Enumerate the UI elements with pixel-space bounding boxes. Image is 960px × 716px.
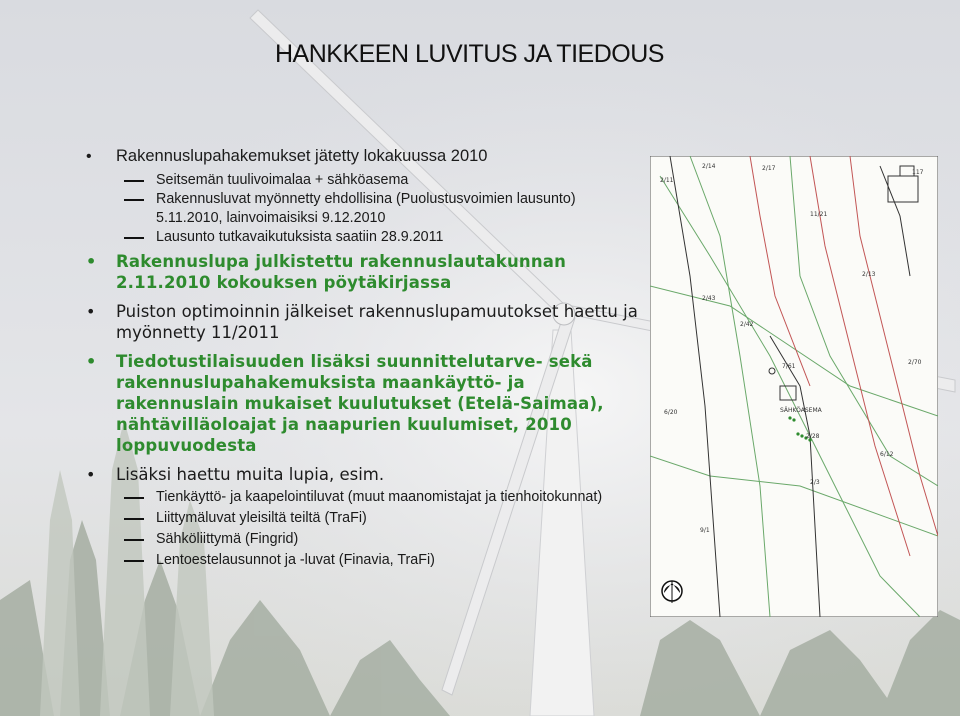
map-label: 11/21 — [810, 211, 828, 218]
bullet-item: • Puiston optimoinnin jälkeiset rakennuslupamuutokset haettu ja myönnetty 11/2011 — [86, 302, 638, 342]
sub-bullet-item: Rakennusluvat myönnetty ehdollisina (Puolustusvoimien lausunto) 5.11.2010, lainvoimaisiksi 9.12.2010 — [86, 190, 646, 228]
map-label: 9/1 — [700, 527, 710, 534]
map-label: 117 — [912, 169, 924, 176]
bullet-item: • Rakennuslupahakemukset jätetty lokakuussa 2010 — [86, 147, 488, 165]
sub-bullet-item: Seitsemän tuulivoimalaa + sähköasema — [86, 171, 646, 190]
sub-bullet-item: Sähköliittymä (Fingrid) — [86, 530, 646, 549]
map-label: 2/28 — [806, 433, 820, 440]
slide-title: HANKKEEN LUVITUS JA TIEDOUS — [275, 40, 664, 68]
bullet-icon: • — [86, 465, 96, 484]
map-label: 6/12 — [880, 451, 894, 458]
sub-bullet-item: Liittymäluvat yleisiltä teiltä (TraFi) — [86, 509, 646, 528]
sub-bullet-item: Tienkäyttö- ja kaapelointiluvat (muut maanomistajat ja tienhoitokunnat) — [86, 488, 646, 507]
sub-bullet-item: Lausunto tutkavaikutuksista saatiin 28.9.2011 — [86, 228, 646, 247]
dash-icon — [124, 560, 144, 562]
dash-icon — [124, 237, 144, 239]
dash-icon — [124, 497, 144, 499]
map-label: 2/43 — [702, 295, 716, 302]
map-label: 2/3 — [810, 479, 820, 486]
map-label: SÄHKÖASEMA — [780, 407, 822, 414]
bullet-icon: • — [86, 148, 92, 165]
bullet-item: • Rakennuslupa julkistettu rakennuslautakunnan 2.11.2010 kokouksen pöytäkirjassa — [86, 252, 567, 292]
dash-icon — [124, 180, 144, 182]
map-label: 2/70 — [908, 359, 922, 366]
map-label: 2/17 — [762, 165, 776, 172]
site-map — [650, 156, 938, 617]
dash-icon — [124, 539, 144, 541]
bullet-list — [86, 146, 646, 570]
bullet-icon: • — [86, 302, 96, 321]
dash-icon — [124, 518, 144, 520]
map-label: 2/11 — [660, 177, 674, 184]
map-label: 6/20 — [664, 409, 678, 416]
map-label: 2/42 — [740, 321, 754, 328]
map-label: 7/61 — [782, 363, 796, 370]
dash-icon — [124, 199, 144, 201]
bullet-icon: • — [86, 352, 97, 371]
sub-bullet-item: Lentoestelausunnot ja -luvat (Finavia, TraFi) — [86, 551, 646, 570]
bullet-item: • Tiedotustilaisuuden lisäksi suunnittelutarve- sekä rakennuslupahakemuksista maankäyttö- ja rakennuslain mukaiset kuulutukset (Etelä-Saimaa), nähtävilläoloajat ja naapurien kuulumiset, 2010 loppuvuodesta — [86, 352, 604, 455]
bullet-icon: • — [86, 252, 97, 271]
bullet-item: • Lisäksi haettu muita lupia, esim. — [86, 465, 385, 484]
map-label: 2/14 — [702, 163, 716, 170]
map-label: 2/13 — [862, 271, 876, 278]
